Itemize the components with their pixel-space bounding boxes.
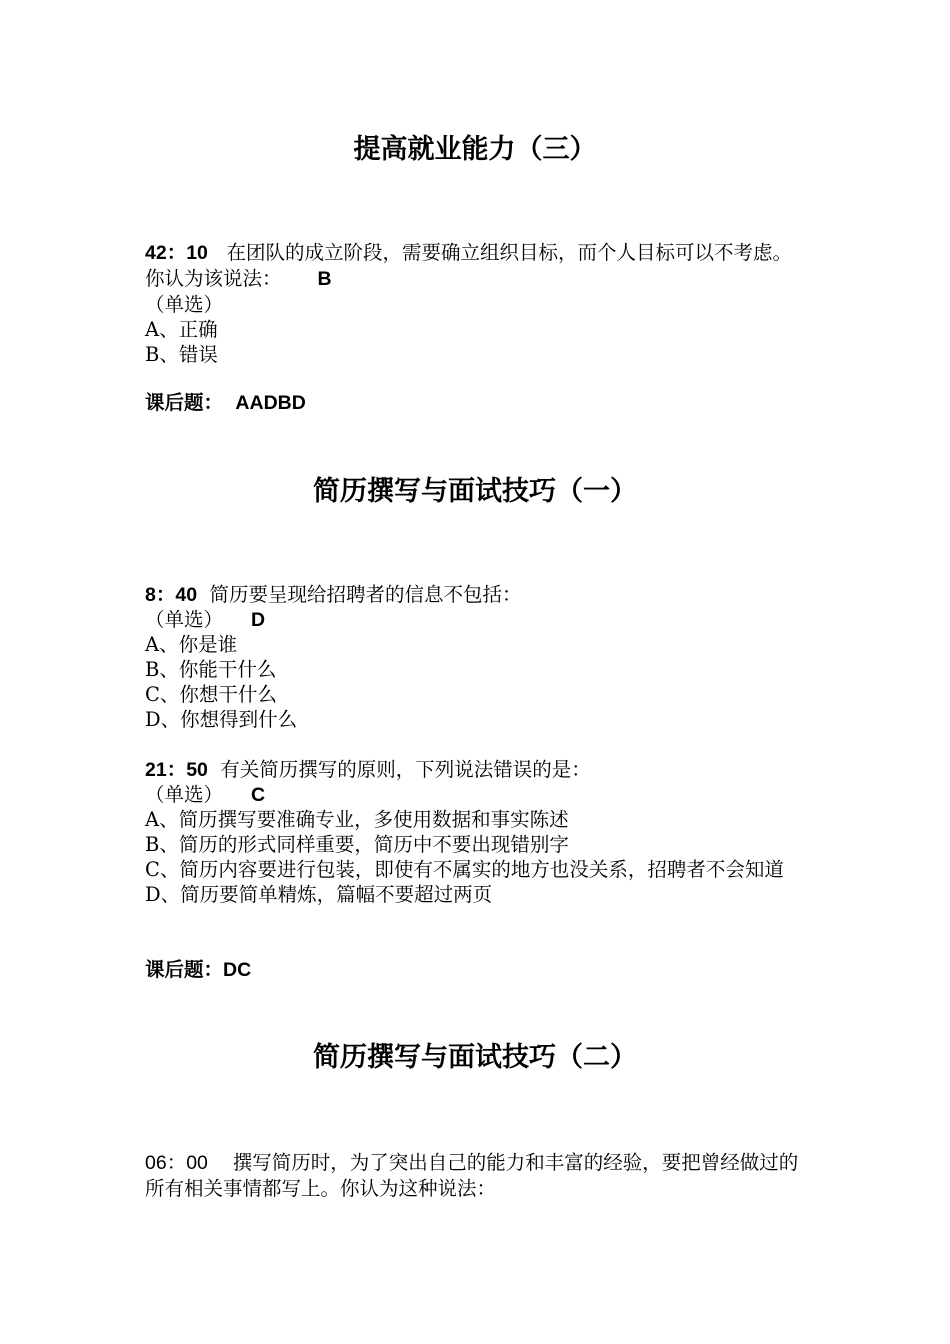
after-class-answers [145,390,810,415]
section-title: 提高就业能力（三） [353,134,597,165]
option-b: B、错误 [145,343,218,366]
question-block [145,757,810,907]
question-time: 42：10 [145,242,208,264]
after-class-value: DC [223,959,252,981]
question-type: （单选） [145,293,224,316]
question-type: （单选） [145,608,224,631]
after-class-label: 课后题： [145,958,224,981]
section-title: 简历撰写与面试技巧（二） [313,1042,637,1073]
question-type: （单选） [145,783,224,806]
after-class-value: AADBD [235,392,306,414]
question-answer: D [251,609,266,631]
question-body: 撰写简历时，为了突出自己的能力和丰富的经验，要把曾经做过的所有相关事情都写上。你认为这种说法： [145,1151,799,1200]
question-body: 简历要呈现给招聘者的信息不包括： [209,583,522,606]
option-b: B、你能干什么 [145,658,277,681]
question-block [145,240,810,367]
question-time: 21：50 [145,759,208,781]
question-text [145,1150,810,1201]
option-c: C、你想干什么 [145,683,277,706]
question-body: 在团队的成立阶段，需要确立组织目标，而个人目标可以不考虑。你认为该说法： [145,241,793,290]
question-block [145,582,810,732]
option-a: A、你是谁 [145,633,238,656]
after-class-answers [145,957,810,982]
question-answer: C [251,784,266,806]
section-title: 简历撰写与面试技巧（一） [313,476,637,507]
question-answer: B [317,268,332,290]
option-c: C、简历内容要进行包装，即使有不属实的地方也没关系，招聘者不会知道 [145,858,784,881]
question-body: 有关简历撰写的原则，下列说法错误的是： [220,758,591,781]
question-time: 8：40 [145,584,198,606]
after-class-label: 课后题： [145,391,224,414]
question-time: 06：00 [145,1152,208,1174]
option-b: B、简历的形式同样重要，简历中不要出现错别字 [145,833,569,856]
question-text [145,240,810,292]
option-a: A、正确 [145,318,218,341]
option-d: D、你想得到什么 [145,708,298,731]
question-block [145,1150,810,1201]
option-a: A、简历撰写要准确专业，多使用数据和事实陈述 [145,808,569,831]
option-d: D、简历要简单精炼，篇幅不要超过两页 [145,883,493,906]
